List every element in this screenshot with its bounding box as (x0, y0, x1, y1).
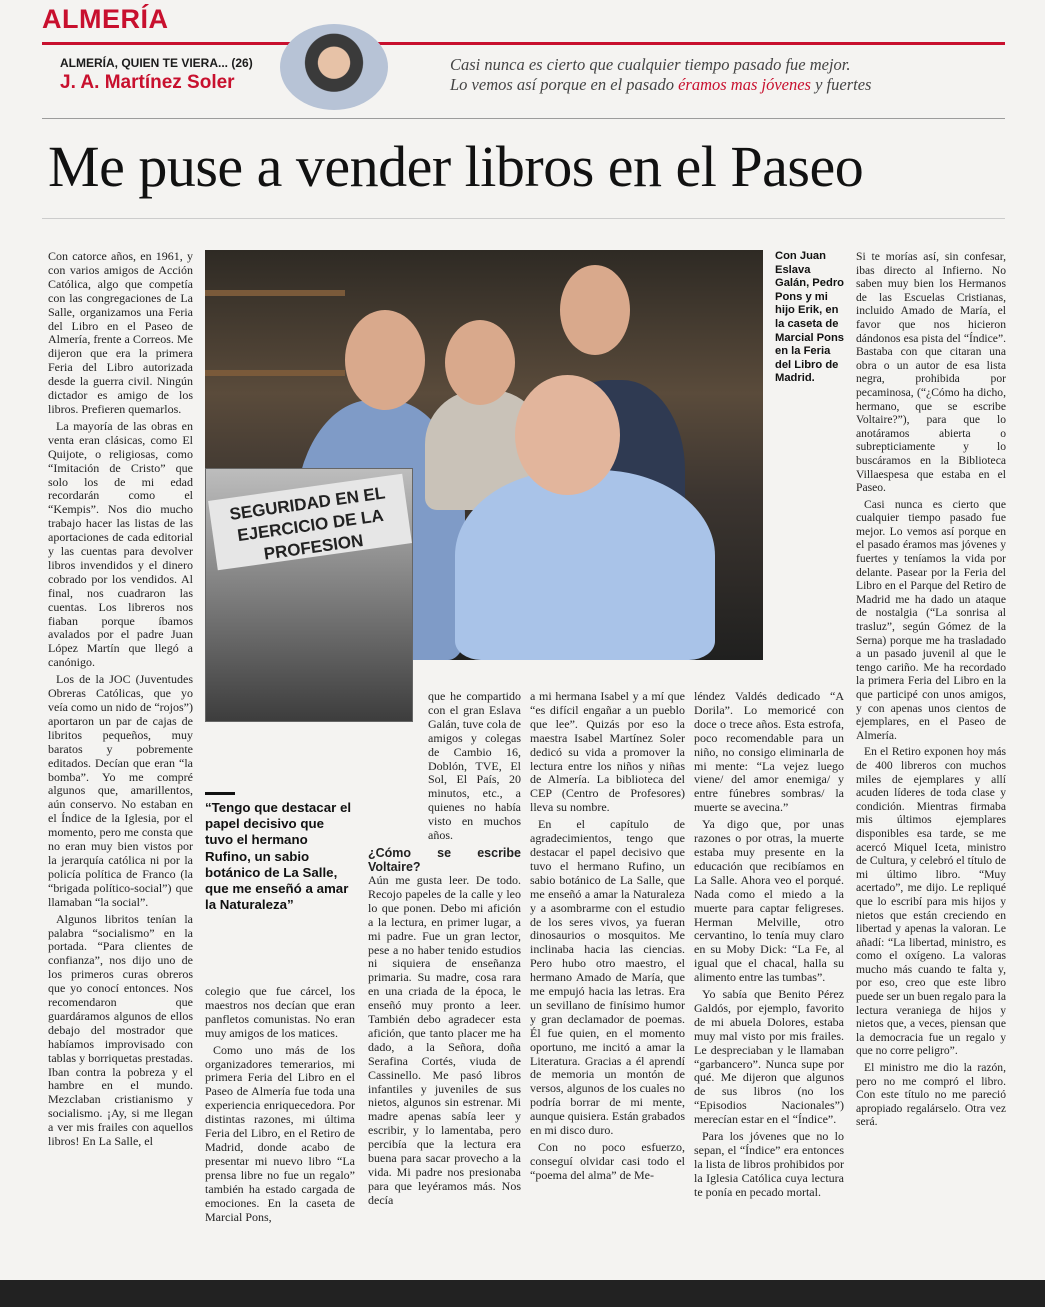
series-title: ALMERÍA, QUIEN TE VIERA... (26) (60, 56, 253, 70)
paragraph: Con no poco esfuerzo, conseguí olvidar casi todo el “poema del alma” de Me- (530, 1140, 685, 1182)
paragraph: El ministro me dio la razón, pero no me compró el libro. Con este título no me pareció apropiado regalárselo. Otra vez será. (856, 1061, 1006, 1129)
header-divider (42, 118, 1005, 119)
headline: Me puse a vender libros en el Paseo (48, 134, 864, 199)
paragraph: Algunos libritos tenían la palabra “socialismo” en la portada. “Para clientes de confianza”, nos dijo uno de los primeros curas obreros que yo conocí entonces. Nos recomendaron que guardáramos algunos de ellos debajo del mostrador que habíamos improvisado con tablas y borriquetas prestadas. Iban contra la pobreza y el hambre en el mundo. Mezclaban cristianismo y socialismo. ¡Ay, si me llegan a ver mis frailes con aquellos libros! En La Salle, el (48, 911, 193, 1149)
article-column-5 (694, 690, 844, 1203)
photo-caption: Con Juan Eslava Galán, Pedro Pons y mi hijo Erik, en la caseta de Marcial Pons en la Feria del Libro de Madrid. (775, 250, 845, 385)
intro-quote-highlight: éramos mas jóvenes (678, 75, 811, 94)
intro-quote-line2 (450, 75, 1000, 95)
person-face (445, 320, 515, 405)
paragraph: Como uno más de los organizadores temerarios, mi primera Feria del Libro en el Paseo de Almería fue toda una experiencia enriquecedora. Por distintas razones, mi última Feria del Libro, en el Retiro de Madrid, donde acabo de presentar mi nuevo libro “La prensa libre no fue un regalo” también ha estado cargada de emociones. En la caseta de Marcial Pons, (205, 1042, 355, 1224)
pull-quote-bar (205, 792, 235, 795)
paragraph: Aún me gusta leer. De todo. Recojo papeles de la calle y leo lo que ponen. Debo mi afición a la lectura, en primer lugar, a mi padre. Fue un gran lector, pese a no haber tenido estudios ni siquiera de enseñanza primaria. Su madre, cosa rara en una criada de la época, le enseñó muy pronto a leer. También debo agradecer esta afición, que tanto placer me ha dado, a la Señora, doña Serafina Cortés, viuda de Cassinello. Me pasó libros infantiles y juveniles de sus nietos, algunos sin estrenar. Mi madre apenas sabía leer y escribir, y lo lamentaba, pero percibía que la lectura era buena para sacar provecho a la vida. Mi padre nos presionaba para que leyéramos más. Nos decía (368, 872, 521, 1207)
protest-banner: SEGURIDAD EN EL EJERCICIO DE LA PROFESION (208, 474, 412, 571)
paragraph: colegio que fue cárcel, los maestros nos decían que eran panfletos comunistas. No eran muy amigos de los matices. (205, 984, 355, 1040)
paragraph: Yo sabía que Benito Pérez Galdós, por ejemplo, favorito de mi abuela Dolores, estaba muy mal visto por mis frailes. Le despreciaban y le llamaban “garbancero”. Nunca supe por qué. Me dijeron que algunos de sus libros (no los “Episodios Nacionales”) merecían estar en el “Índice”. (694, 987, 844, 1127)
paragraph: En el capítulo de agradecimientos, tengo que destacar el papel decisivo que tuvo el hermano Rufino, un sabio botánico de La Salle, que me enseñó a amar la Naturaleza y a asombrarme con el estudio de los seres vivos, ya fueran dinosaurios o mosquitos. Me inclinaba hacia las ciencias. Pero hubo otro maestro, el hermano Amado de María, que me empujó hacia las letras. Era un sevillano de finísimo humor y gran declamador de poemas. Él fue quien, en el momento oportuno, me incitó a amar la Literatura. Gracias a él aprendí de memoria un montón de versos, algunos de los cuales no podría borrar de mi mente, aunque quisiera. Están grabados en mi disco duro. (530, 817, 685, 1138)
paragraph: En el Retiro exponen hoy más de 400 libreros con muchos miles de ejemplares y allí acuden líderes de toda clase y condición. Mientras firmaba mis últimos ejemplares disponibles esa tarde, se me acercó Miquel Iceta, ministro de Cultura, y celebró el título de mi último libro. “Muy acertado”, me dijo. Le repliqué que lo escribí para mis hijos y nietos que están creciendo en libertad y apenas la valoran. Le añadí: “La libertad, ministro, es como el oxígeno. La valoras mucho más cuando te falta y, por eso, creo que este libro puede ser un buen regalo para la lectura veraniega de hijos y nietos que, a veces, piensan que la democracia fue un regalo y que no corre peligro”. (856, 745, 1007, 1058)
paragraph: La mayoría de las obras en venta eran clásicas, como El Quijote, o religiosas, como “Imitación de Cristo” que solo los de mi edad recordarán como el “Kempis”. Nos dio mucho trabajo hacer las listas de las aportaciones de cada editorial y las cuentas para devolver libros invendidos y el dinero cobrado por los vendidos. Al final, nos cuadraron las cuentas. Los libreros nos fiaban porque íbamos avalados por el padre Juan López Martín que llegó a canónigo. (48, 418, 193, 670)
article-column-3 (368, 690, 521, 1211)
person-face (515, 375, 620, 495)
intro-quote-text: Lo vemos así porque en el pasado (450, 75, 679, 94)
intro-quote (450, 55, 1000, 95)
paragraph: Con catorce años, en 1961, y con varios amigos de Acción Católica, algo que competía con las congregaciones de La Salle, organizamos una Feria del Libro en el Paseo de Almería, frente a Correos. Me dijeron que era la primera Feria del Libro autorizada desde la guerra civil. Ningún dictador es amigo de los libros. Prefieren quemarlos. (48, 249, 193, 416)
paragraph: Si te morías así, sin confesar, ibas directo al Infierno. No saben muy bien los Hermanos de las Escuelas Cristianas, incluido Amado de María, el favor que nos hicieron dándonos esa pista del “Índice”. Bastaba con que citaran una obra o un autor de esa lista negra, prohibida por pecaminosa, (“¿Cómo ha dicho, hermano, que se escribe Voltaire?”), para que lo anotáramos abierta o subrepticiamente y lo buscáramos en la Biblioteca Villaespesa que estaba en el Paseo. (856, 250, 1006, 495)
bookshelf (205, 370, 345, 376)
paragraph: Para los jóvenes que no lo sepan, el “Índice” era entonces la lista de libros prohibidos por la Iglesia Católica cuya lectura te ponía en pecado mortal. (694, 1129, 844, 1199)
article-column-1 (48, 250, 193, 1152)
section-label: ALMERÍA (42, 4, 169, 34)
paragraph: léndez Valdés dedicado “A Dorila”. Lo memoricé con doce o trece años. Esta estrofa, poco recomendable para un niño, no consigo eliminarla de mi mente: “La vejez luego viene/ del amor enemiga/ y entre fúnebres sombras/ la muerte se avecina.” (694, 689, 844, 815)
pull-quote: “Tengo que destacar el papel decisivo que tuvo el hermano Rufino, un sabio botánico de La Salle, que me enseñó a amar la Naturaleza” (205, 800, 352, 913)
intro-quote-text-end: y fuertes (810, 75, 872, 94)
intro-quote-line1: Casi nunca es cierto que cualquier tiempo pasado fue mejor. (450, 55, 851, 74)
person-seated (455, 470, 715, 660)
paragraph: que he compartido con el gran Eslava Galán, tuve cola de amigos y colegas de Cambio 16, Doblón, TVE, El Sol, El País, 20 minutos, etc., a quienes no había visto en muchos años. (428, 689, 521, 843)
paragraph: Ya digo que, por unas razones o por otras, la muerte estaba muy presente en la educación que recibíamos en La Salle. Ahora veo el porqué. Nada como el miedo a la muerte para captar feligreses. Herman Melville, otro cervantino, lo tenía muy claro en su Moby Dick: “La Fe, al igual que el chacal, halla su alimento entre las tumbas”. (694, 817, 844, 985)
person-face (345, 310, 425, 410)
person-face (560, 265, 630, 355)
headline-divider (42, 218, 1005, 219)
paragraph: Los de la JOC (Juventudes Obreras Católicas, que yo veía como un nido de “rojos”) aportaron un par de cajas de libritos pequeños, muy baratos y pobremente editados. Decían que eran “la bomba”. Yo me compré algunos que, amarillentos, aún conservo. No estaban en el Índice de la Iglesia, por el momento, pero me consta que no eran muy bien vistos por la jerarquía católica ni por la policía política de Franco (la “brigada político-social”) que llamaban “la social”. (48, 672, 193, 909)
author-name: J. A. Martínez Soler (60, 72, 235, 93)
footer-bar (0, 1280, 1045, 1307)
paragraph: Casi nunca es cierto que cualquier tiempo pasado fue mejor. Lo vemos así porque en el pasado éramos mas jóvenes y fuertes y teníamos la vida por delante. Pasear por la Feria del Libro en el Parque del Retiro de Madrid me ha dado un ataque de nostalgia (“La sonrisa al trasluz”, según Gómez de la Serna) porque me ha trasladado a un pasado juvenil al que le tengo cariño. Me ha recordado la primera Feria del Libro en la que participé con unos amigos, y con apenas unos cientos de ejemplares, en el Paseo de Almería. (856, 497, 1006, 742)
subheading: ¿Cómo se escribe Voltaire? (368, 845, 521, 874)
article-column-2 (205, 985, 355, 1227)
section-rule (42, 42, 1005, 45)
inset-photo (205, 468, 413, 722)
paragraph: a mi hermana Isabel y a mí que “es difícil engañar a un pueblo que lee”. Quizás por eso la maestra Isabel Martínez Soler dedicó su vida a promover la lectura entre los niños y niñas de Almería. La biblioteca del CEP (Centro de Profesores) lleva su nombre. (530, 689, 685, 815)
bookshelf (205, 290, 345, 296)
author-photo (280, 24, 388, 110)
article-column-4 (530, 690, 685, 1186)
article-column-6 (856, 250, 1006, 1132)
